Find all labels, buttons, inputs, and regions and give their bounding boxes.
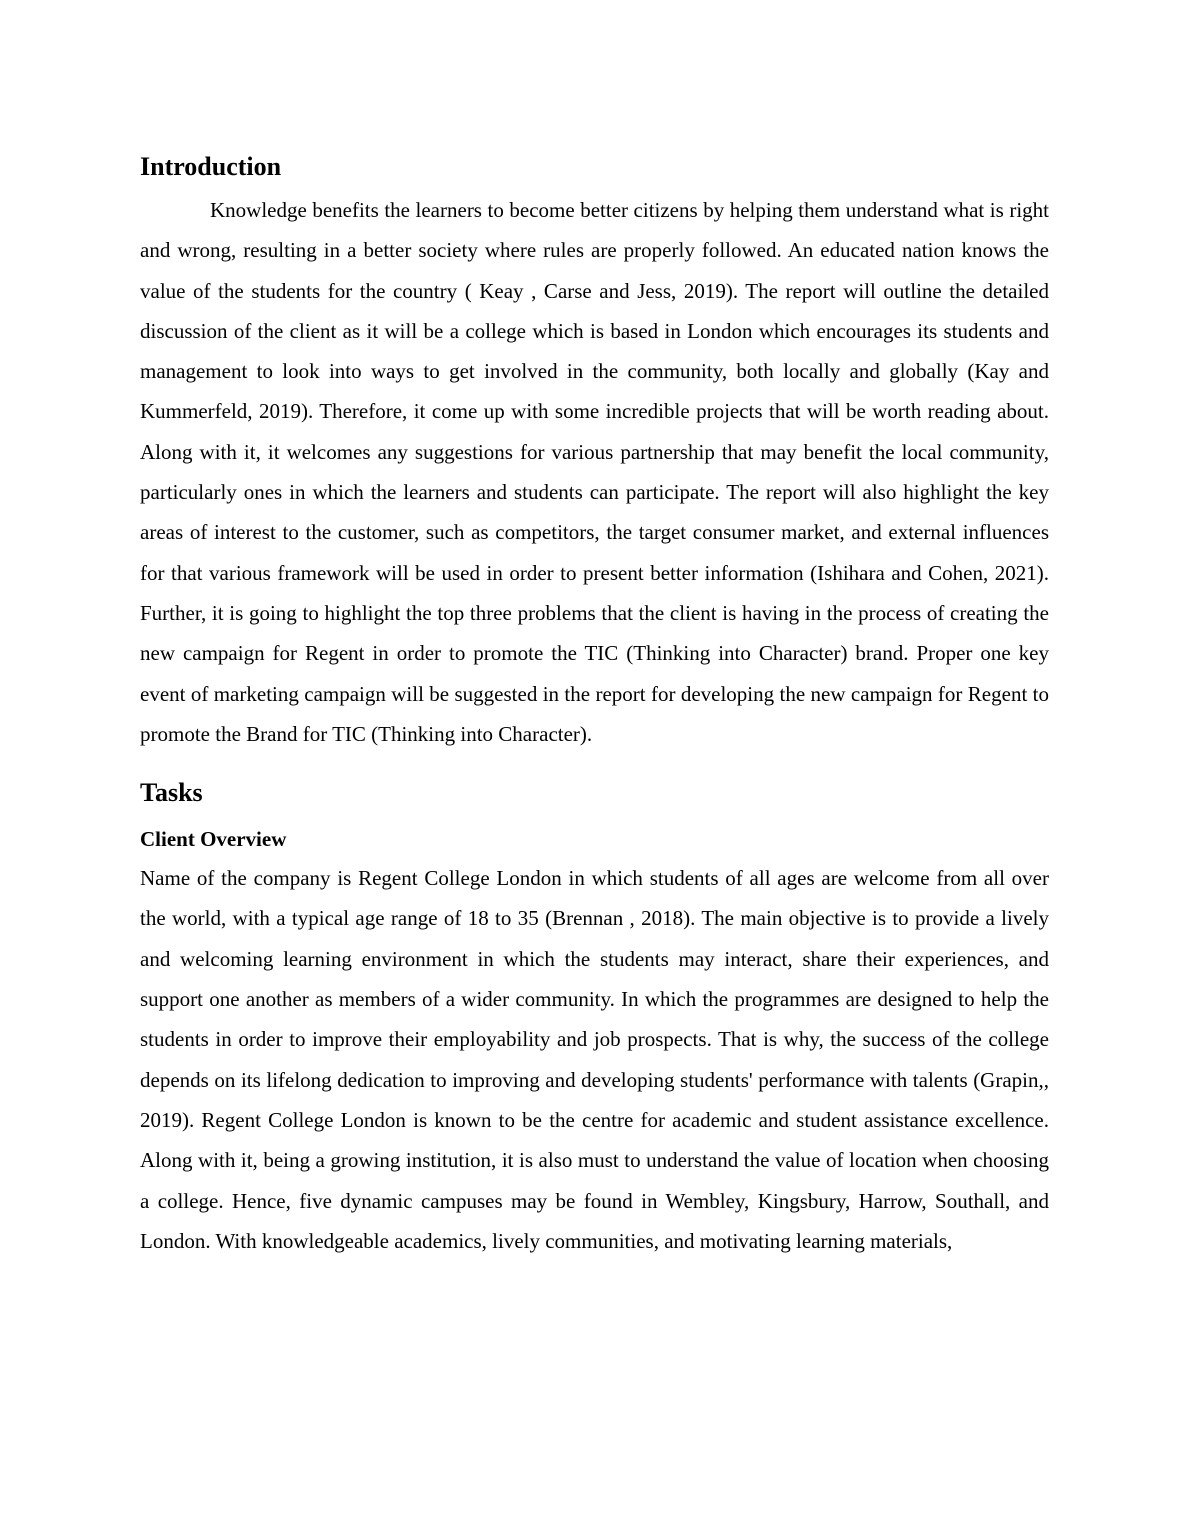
introduction-heading: Introduction <box>140 152 282 181</box>
introduction-paragraph: Knowledge benefits the learners to become better citizens by helping them understand what is right and wrong, resulting in a better society where rules are properly followed. An educated nation knows the value of the students for the country ( Keay , Carse and Jess, 2019). The report will outline the detailed discussion of the client as it will be a college which is based in London which encourages its students and management to look into ways to get involved in the community, both locally and globally (Kay and Kummerfeld, 2019). Therefore, it come up with some incredible projects that will be worth reading about. Along with it, it welcomes any suggestions for various partnership that may benefit the local community, particularly ones in which the learners and students can participate. The report will also highlight the key areas of interest to the customer, such as competitors, the target consumer market, and external influences for that various framework will be used in order to present better information (Ishihara and Cohen, 2021). Further, it is going to highlight the top three problems that the client is having in the process of creating the new campaign for Regent in order to promote the TIC (Thinking into Character) brand. Proper one key event of marketing campaign will be suggested in the report for developing the new campaign for Regent to promote the Brand for TIC (Thinking into Character). <box>140 198 1049 746</box>
tasks-heading: Tasks <box>140 778 203 808</box>
client-overview-heading: Client Overview <box>140 827 287 852</box>
client-overview-paragraph: Name of the company is Regent College London in which students of all ages are welcome from all over the world, with a typical age range of 18 to 35 (Brennan , 2018). The main objective is to provide a lively and welcoming learning environment in which the students may interact, share their experiences, and support one another as members of a wider community. In which the programmes are designed to help the students in order to improve their employability and job prospects. That is why, the success of the college depends on its lifelong dedication to improving and developing students' performance with talents (Grapin,, 2019). Regent College London is known to be the centre for academic and student assistance excellence. Along with it, being a growing institution, it is also must to understand the value of location when choosing a college. Hence, five dynamic campuses may be found in Wembley, Kingsbury, Harrow, Southall, and London. With knowledgeable academics, lively communities, and motivating learning materials, <box>140 866 1049 1253</box>
document-content <box>140 150 1049 1261</box>
